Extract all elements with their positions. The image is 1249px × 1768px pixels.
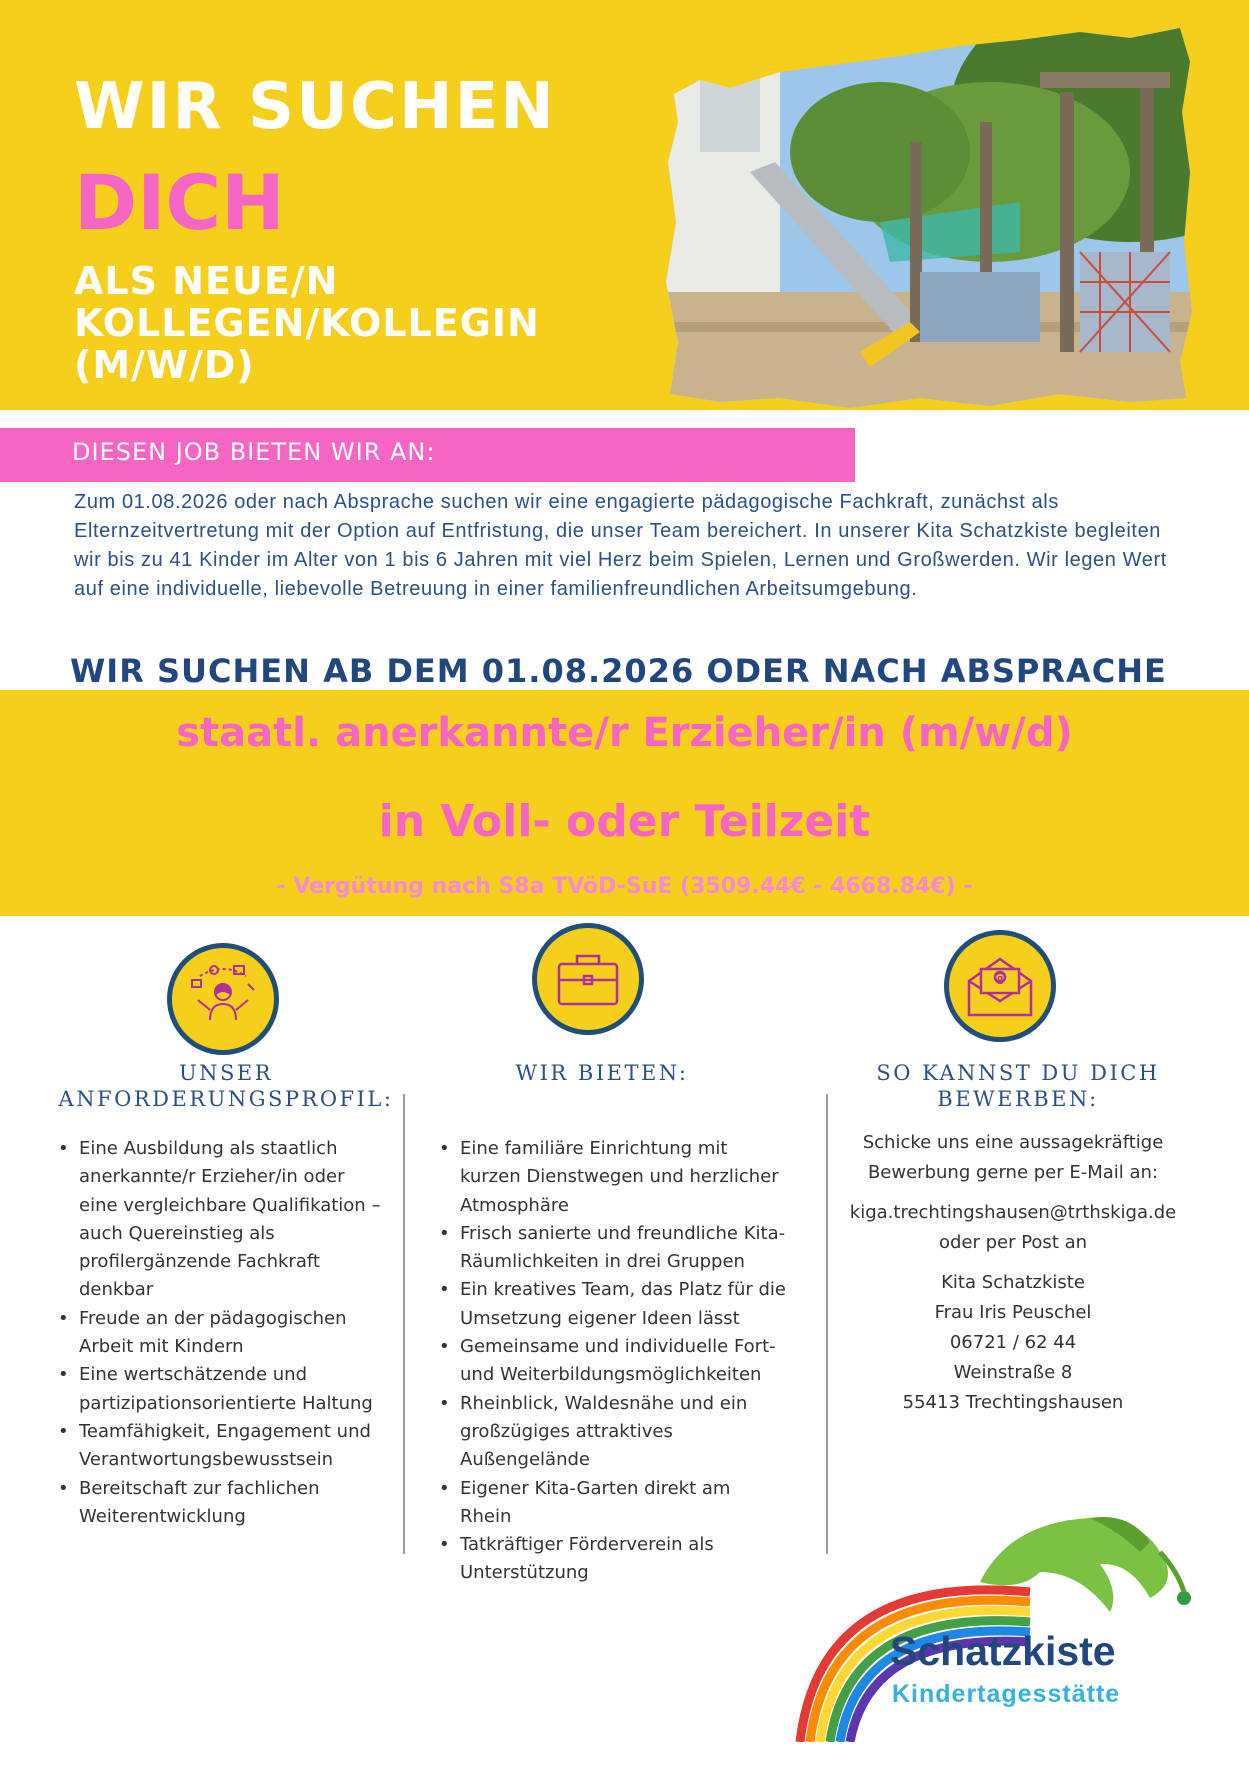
email-link[interactable]: kiga.trechtingshausen@trthskiga.de	[849, 1202, 1177, 1223]
heading-profile: UNSER ANFORDERUNGSPROFIL:	[58, 1061, 394, 1111]
address-line: Weinstraße 8	[953, 1362, 1073, 1383]
contact-block	[848, 1128, 1178, 1418]
list-item: • Frisch sanierte und freundliche Kita-Räumlichkeiten in drei Gruppen	[437, 1220, 787, 1277]
playground-photo	[660, 22, 1200, 412]
address-line: Kita Schatzkiste	[941, 1272, 1085, 1293]
role-scope: in Voll- oder Teilzeit	[378, 796, 871, 847]
list-item: • Teamfähigkeit, Engagement und Verantwortungsbewusstsein	[56, 1418, 381, 1475]
multitasking-person-icon	[167, 943, 279, 1055]
apply-intro: Schicke uns eine aussagekräftige Bewerbung gerne per E-Mail an:	[862, 1132, 1164, 1183]
briefcase-icon	[532, 923, 644, 1035]
list-item: • Eine familiäre Einrichtung mit kurzen Dienstwegen und herzlicher Atmosphäre	[437, 1135, 787, 1220]
column-divider-2	[826, 1094, 828, 1554]
list-item: • Eine Ausbildung als staatlich anerkannte/r Erzieher/in oder eine vergleichbare Qualifikation – auch Quereinstieg als profilergänzende Fachkraft denkbar	[56, 1135, 381, 1305]
offer-bar	[0, 428, 855, 482]
address-line: 55413 Trechtingshausen	[902, 1392, 1124, 1413]
list-item: • Bereitschaft zur fachlichen Weiterentwicklung	[56, 1475, 381, 1532]
intro-text: Zum 01.08.2026 oder nach Absprache suchen wir eine engagierte pädagogische Fachkraft, zunächst als Elternzeitvertretung mit der Option auf Entfristung, die unser Team bereichert. In unserer Kita Schatzkiste begleiten wir bis zu 41 Kinder im Alter von 1 bis 6 Jahren mit viel Herz beim Spielen, Lernen und Großwerden. Wir legen Wert auf eine individuelle, liebevolle Betreuung in einer familienfreundlichen Arbeitsumgebung.	[74, 491, 1167, 600]
column-divider-1	[403, 1094, 405, 1554]
offer-list	[437, 1135, 787, 1588]
headline-kollegen: ALS NEUE/N KOLLEGEN/KOLLEGIN (M/W/D)	[74, 259, 540, 387]
schatzkiste-logo	[790, 1512, 1220, 1742]
email-envelope-icon	[944, 930, 1056, 1042]
role-pay: - Vergütung nach S8a TVöD-SuE (3509.44€ - 4668.84€) -	[276, 874, 973, 899]
list-item: • Eigener Kita-Garten direkt am Rhein	[437, 1475, 787, 1532]
logo-name: Schatzkiste	[890, 1628, 1116, 1674]
logo-subtitle: Kindertagesstätte	[892, 1680, 1121, 1708]
svg-text:@: @	[994, 971, 1006, 985]
list-item: • Freude an der pädagogischen Arbeit mit Kindern	[56, 1305, 381, 1362]
heading-offer: WIR BIETEN:	[515, 1061, 689, 1085]
search-date-line: WIR SUCHEN AB DEM 01.08.2026 ODER NACH ABSPRACHE	[70, 652, 1167, 690]
headline-dich: DICH	[74, 158, 285, 247]
list-item: • Gemeinsame und individuelle Fort- und Weiterbildungsmöglichkeiten	[437, 1333, 787, 1390]
offer-bar-label: DIESEN JOB BIETEN WIR AN:	[72, 438, 436, 466]
role-title: staatl. anerkannte/r Erzieher/in (m/w/d)	[176, 710, 1073, 756]
list-item: • Rheinblick, Waldesnähe und ein großzügiges attraktives Außengelände	[437, 1390, 787, 1475]
list-item: • Eine wertschätzende und partizipationsorientierte Haltung	[56, 1361, 381, 1418]
address-line: Frau Iris Peuschel	[934, 1302, 1092, 1323]
address-line: 06721 / 62 44	[949, 1332, 1077, 1353]
headline-wir-suchen: WIR SUCHEN	[74, 70, 556, 144]
profile-list	[56, 1135, 381, 1531]
list-item: • Tatkräftiger Förderverein als Unterstützung	[437, 1531, 787, 1588]
list-item: • Ein kreatives Team, das Platz für die Umsetzung eigener Ideen lässt	[437, 1276, 787, 1333]
heading-apply: SO KANNST DU DICH BEWERBEN:	[876, 1061, 1160, 1111]
or-post-text: oder per Post an	[938, 1232, 1088, 1253]
